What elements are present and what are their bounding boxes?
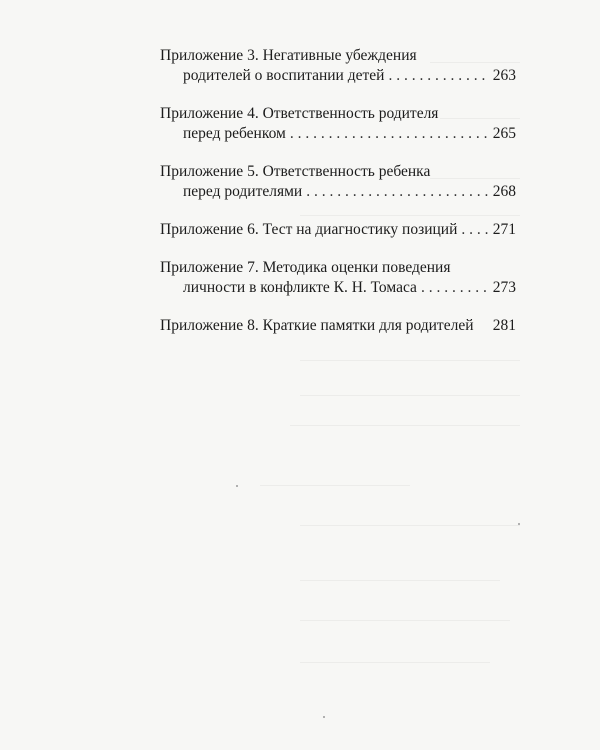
toc-entry-appendix-7[interactable] bbox=[160, 258, 516, 298]
table-of-contents bbox=[160, 46, 516, 354]
toc-entry-title: Приложение 3. Негативные убеждения bbox=[160, 47, 417, 64]
toc-page-number: 271 bbox=[492, 221, 516, 238]
toc-page-number: 265 bbox=[492, 125, 516, 142]
toc-page-number: 268 bbox=[492, 183, 516, 200]
paper-speck bbox=[236, 485, 238, 487]
toc-entry-title-continued: перед родителями bbox=[183, 183, 303, 200]
toc-entry-appendix-3[interactable] bbox=[160, 46, 516, 86]
toc-page-number: 281 bbox=[492, 317, 516, 334]
toc-entry-appendix-5[interactable] bbox=[160, 162, 516, 202]
toc-page-number: 263 bbox=[492, 67, 516, 84]
bleed-through-line bbox=[300, 580, 500, 581]
toc-entry-title-continued: личности в конфликте К. Н. Томаса bbox=[183, 279, 417, 296]
bleed-through-line bbox=[260, 485, 410, 486]
toc-entry-title-continued: перед ребенком bbox=[183, 125, 286, 142]
bleed-through-line bbox=[300, 620, 510, 621]
paper-speck bbox=[518, 523, 520, 525]
bleed-through-line bbox=[300, 395, 520, 396]
dot-leader bbox=[388, 66, 488, 86]
bleed-through-line bbox=[300, 360, 520, 361]
dot-leader bbox=[461, 220, 488, 240]
toc-entry-title-continued: родителей о воспитании детей bbox=[183, 67, 385, 84]
toc-entry-title: Приложение 8. Краткие памятки для родителей bbox=[160, 317, 474, 334]
toc-entry-title: Приложение 5. Ответственность ребенка bbox=[160, 163, 431, 180]
toc-entry-title: Приложение 7. Методика оценки поведения bbox=[160, 259, 451, 276]
dot-leader bbox=[306, 182, 489, 202]
dot-leader bbox=[290, 124, 489, 144]
bleed-through-line bbox=[300, 525, 520, 526]
bleed-through-line bbox=[290, 425, 520, 426]
bleed-through-line bbox=[300, 662, 490, 663]
paper-speck bbox=[323, 716, 325, 718]
toc-page-number: 273 bbox=[492, 279, 516, 296]
dot-leader bbox=[421, 278, 489, 298]
toc-entry-title: Приложение 6. Тест на диагностику позиций bbox=[160, 221, 458, 238]
toc-entry-appendix-8[interactable] bbox=[160, 316, 516, 336]
toc-entry-appendix-4[interactable] bbox=[160, 104, 516, 144]
toc-entry-appendix-6[interactable] bbox=[160, 220, 516, 240]
toc-entry-title: Приложение 4. Ответственность родителя bbox=[160, 105, 439, 122]
